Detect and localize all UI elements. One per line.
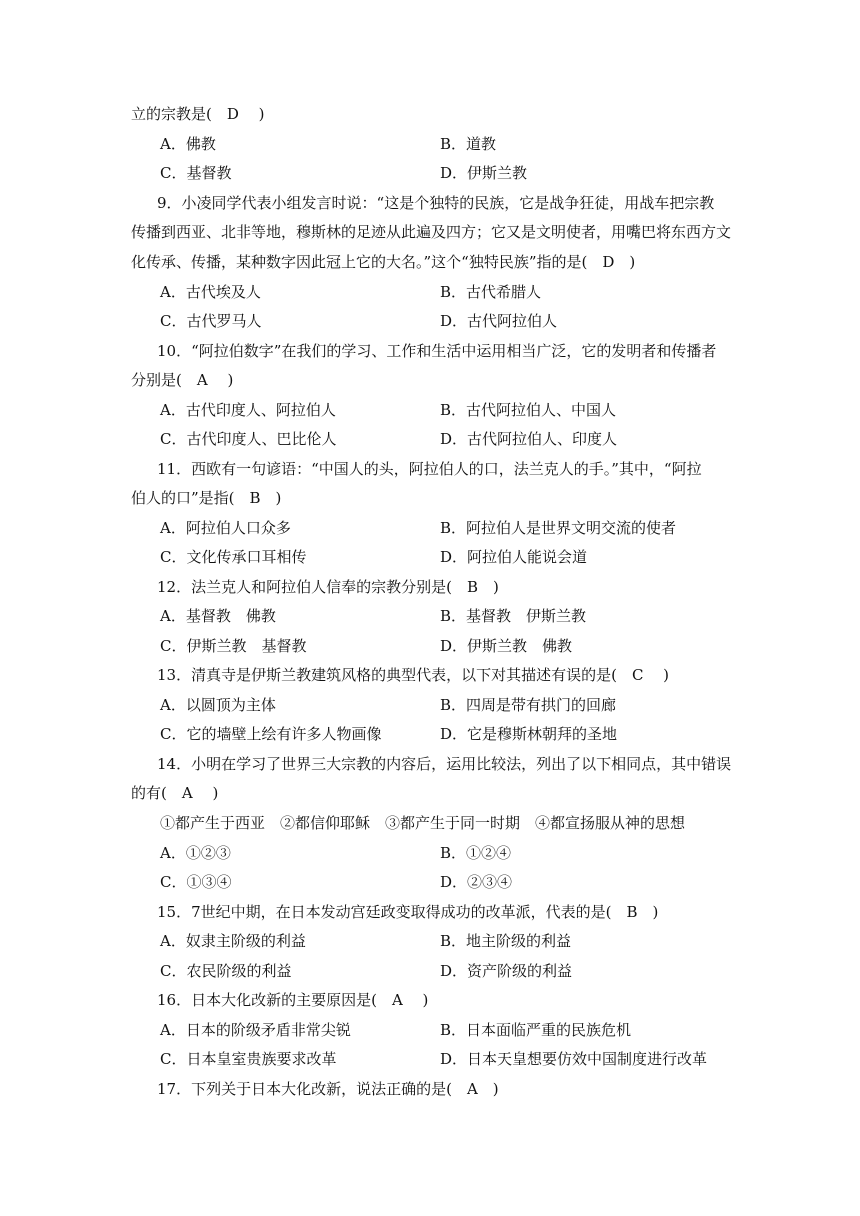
option-d: D．古代阿拉伯人 bbox=[440, 312, 558, 330]
option-b: B．基督教 伊斯兰教 bbox=[440, 607, 587, 625]
question-9-stem-line3: 化传承、传播，某种数字因此冠上它的大名。”这个“独特民族”指的是( D ) bbox=[131, 253, 636, 271]
option-d: D．阿拉伯人能说会道 bbox=[440, 548, 588, 566]
option-c: C．①③④ bbox=[160, 873, 232, 891]
option-c: C．古代罗马人 bbox=[160, 312, 262, 330]
option-c: C．它的墙壁上绘有许多人物画像 bbox=[160, 725, 382, 743]
option-b: B．道教 bbox=[440, 135, 497, 153]
option-b: B．日本面临严重的民族危机 bbox=[440, 1021, 632, 1039]
question-12-stem: 12．法兰克人和阿拉伯人信奉的宗教分别是( B ) bbox=[157, 578, 499, 596]
question-11-stem: 11．西欧有一句谚语：“中国人的头，阿拉伯人的口，法兰克人的手。”其中，“阿拉 bbox=[157, 460, 702, 478]
option-a: A．以圆顶为主体 bbox=[160, 696, 276, 714]
option-a: A．日本的阶级矛盾非常尖锐 bbox=[160, 1021, 351, 1039]
option-a: A．基督教 佛教 bbox=[160, 607, 276, 625]
option-d: D．资产阶级的利益 bbox=[440, 962, 573, 980]
question-16-stem: 16．日本大化改新的主要原因是( A ) bbox=[157, 991, 429, 1009]
option-b: B．古代阿拉伯人、中国人 bbox=[440, 401, 617, 419]
option-c: C．农民阶级的利益 bbox=[160, 962, 292, 980]
option-b: B．四周是带有拱门的回廊 bbox=[440, 696, 617, 714]
option-d: D．日本天皇想要仿效中国制度进行改革 bbox=[440, 1050, 708, 1068]
option-c: C．古代印度人、巴比伦人 bbox=[160, 430, 337, 448]
question-14-stem: 14．小明在学习了世界三大宗教的内容后，运用比较法，列出了以下相同点，其中错误 bbox=[157, 755, 732, 773]
question-10-stem: 10．“阿拉伯数字”在我们的学习、工作和生活中运用相当广泛，它的发明者和传播者 bbox=[157, 342, 717, 360]
question-9-stem-line2: 传播到西亚、北非等地，穆斯林的足迹从此遍及四方；它又是文明使者，用嘴巴将东西方文 bbox=[131, 223, 732, 241]
question-17-stem: 17．下列关于日本大化改新，说法正确的是( A ) bbox=[157, 1080, 499, 1098]
option-d: D．伊斯兰教 佛教 bbox=[440, 637, 573, 655]
option-a: A．奴隶主阶级的利益 bbox=[160, 932, 306, 950]
option-a: A．古代印度人、阿拉伯人 bbox=[160, 401, 336, 419]
option-b: B．古代希腊人 bbox=[440, 283, 542, 301]
option-d: D．伊斯兰教 bbox=[440, 164, 528, 182]
option-b: B．地主阶级的利益 bbox=[440, 932, 572, 950]
option-b: B．阿拉伯人是世界文明交流的使者 bbox=[440, 519, 677, 537]
question-8-stem-end: 立的宗教是( D ) bbox=[131, 105, 265, 123]
option-a: A．佛教 bbox=[160, 135, 216, 153]
option-c: C．基督教 bbox=[160, 164, 232, 182]
option-a: A．阿拉伯人口众多 bbox=[160, 519, 291, 537]
question-14-stem-line2: 的有( A ) bbox=[131, 784, 219, 802]
option-d: D．②③④ bbox=[440, 873, 513, 891]
question-15-stem: 15．7世纪中期，在日本发动宫廷政变取得成功的改革派，代表的是( B ) bbox=[157, 903, 659, 921]
option-d: D．它是穆斯林朝拜的圣地 bbox=[440, 725, 618, 743]
option-a: A．①②③ bbox=[160, 844, 231, 862]
question-13-stem: 13．清真寺是伊斯兰教建筑风格的典型代表，以下对其描述有误的是( C ) bbox=[157, 666, 670, 684]
option-b: B．①②④ bbox=[440, 844, 512, 862]
question-11-stem-line2: 伯人的口”是指( B ) bbox=[131, 489, 282, 507]
question-9-stem: 9．小凌同学代表小组发言时说：“这是个独特的民族，它是战争狂徒，用战车把宗教 bbox=[157, 194, 715, 212]
option-d: D．古代阿拉伯人、印度人 bbox=[440, 430, 618, 448]
question-10-stem-line2: 分别是( A ) bbox=[131, 371, 234, 389]
option-c: C．伊斯兰教 基督教 bbox=[160, 637, 307, 655]
option-a: A．古代埃及人 bbox=[160, 283, 261, 301]
option-c: C．日本皇室贵族要求改革 bbox=[160, 1050, 337, 1068]
question-14-statements: ①都产生于西亚 ②都信仰耶稣 ③都产生于同一时期 ④都宣扬服从神的思想 bbox=[160, 814, 686, 832]
option-c: C．文化传承口耳相传 bbox=[160, 548, 307, 566]
